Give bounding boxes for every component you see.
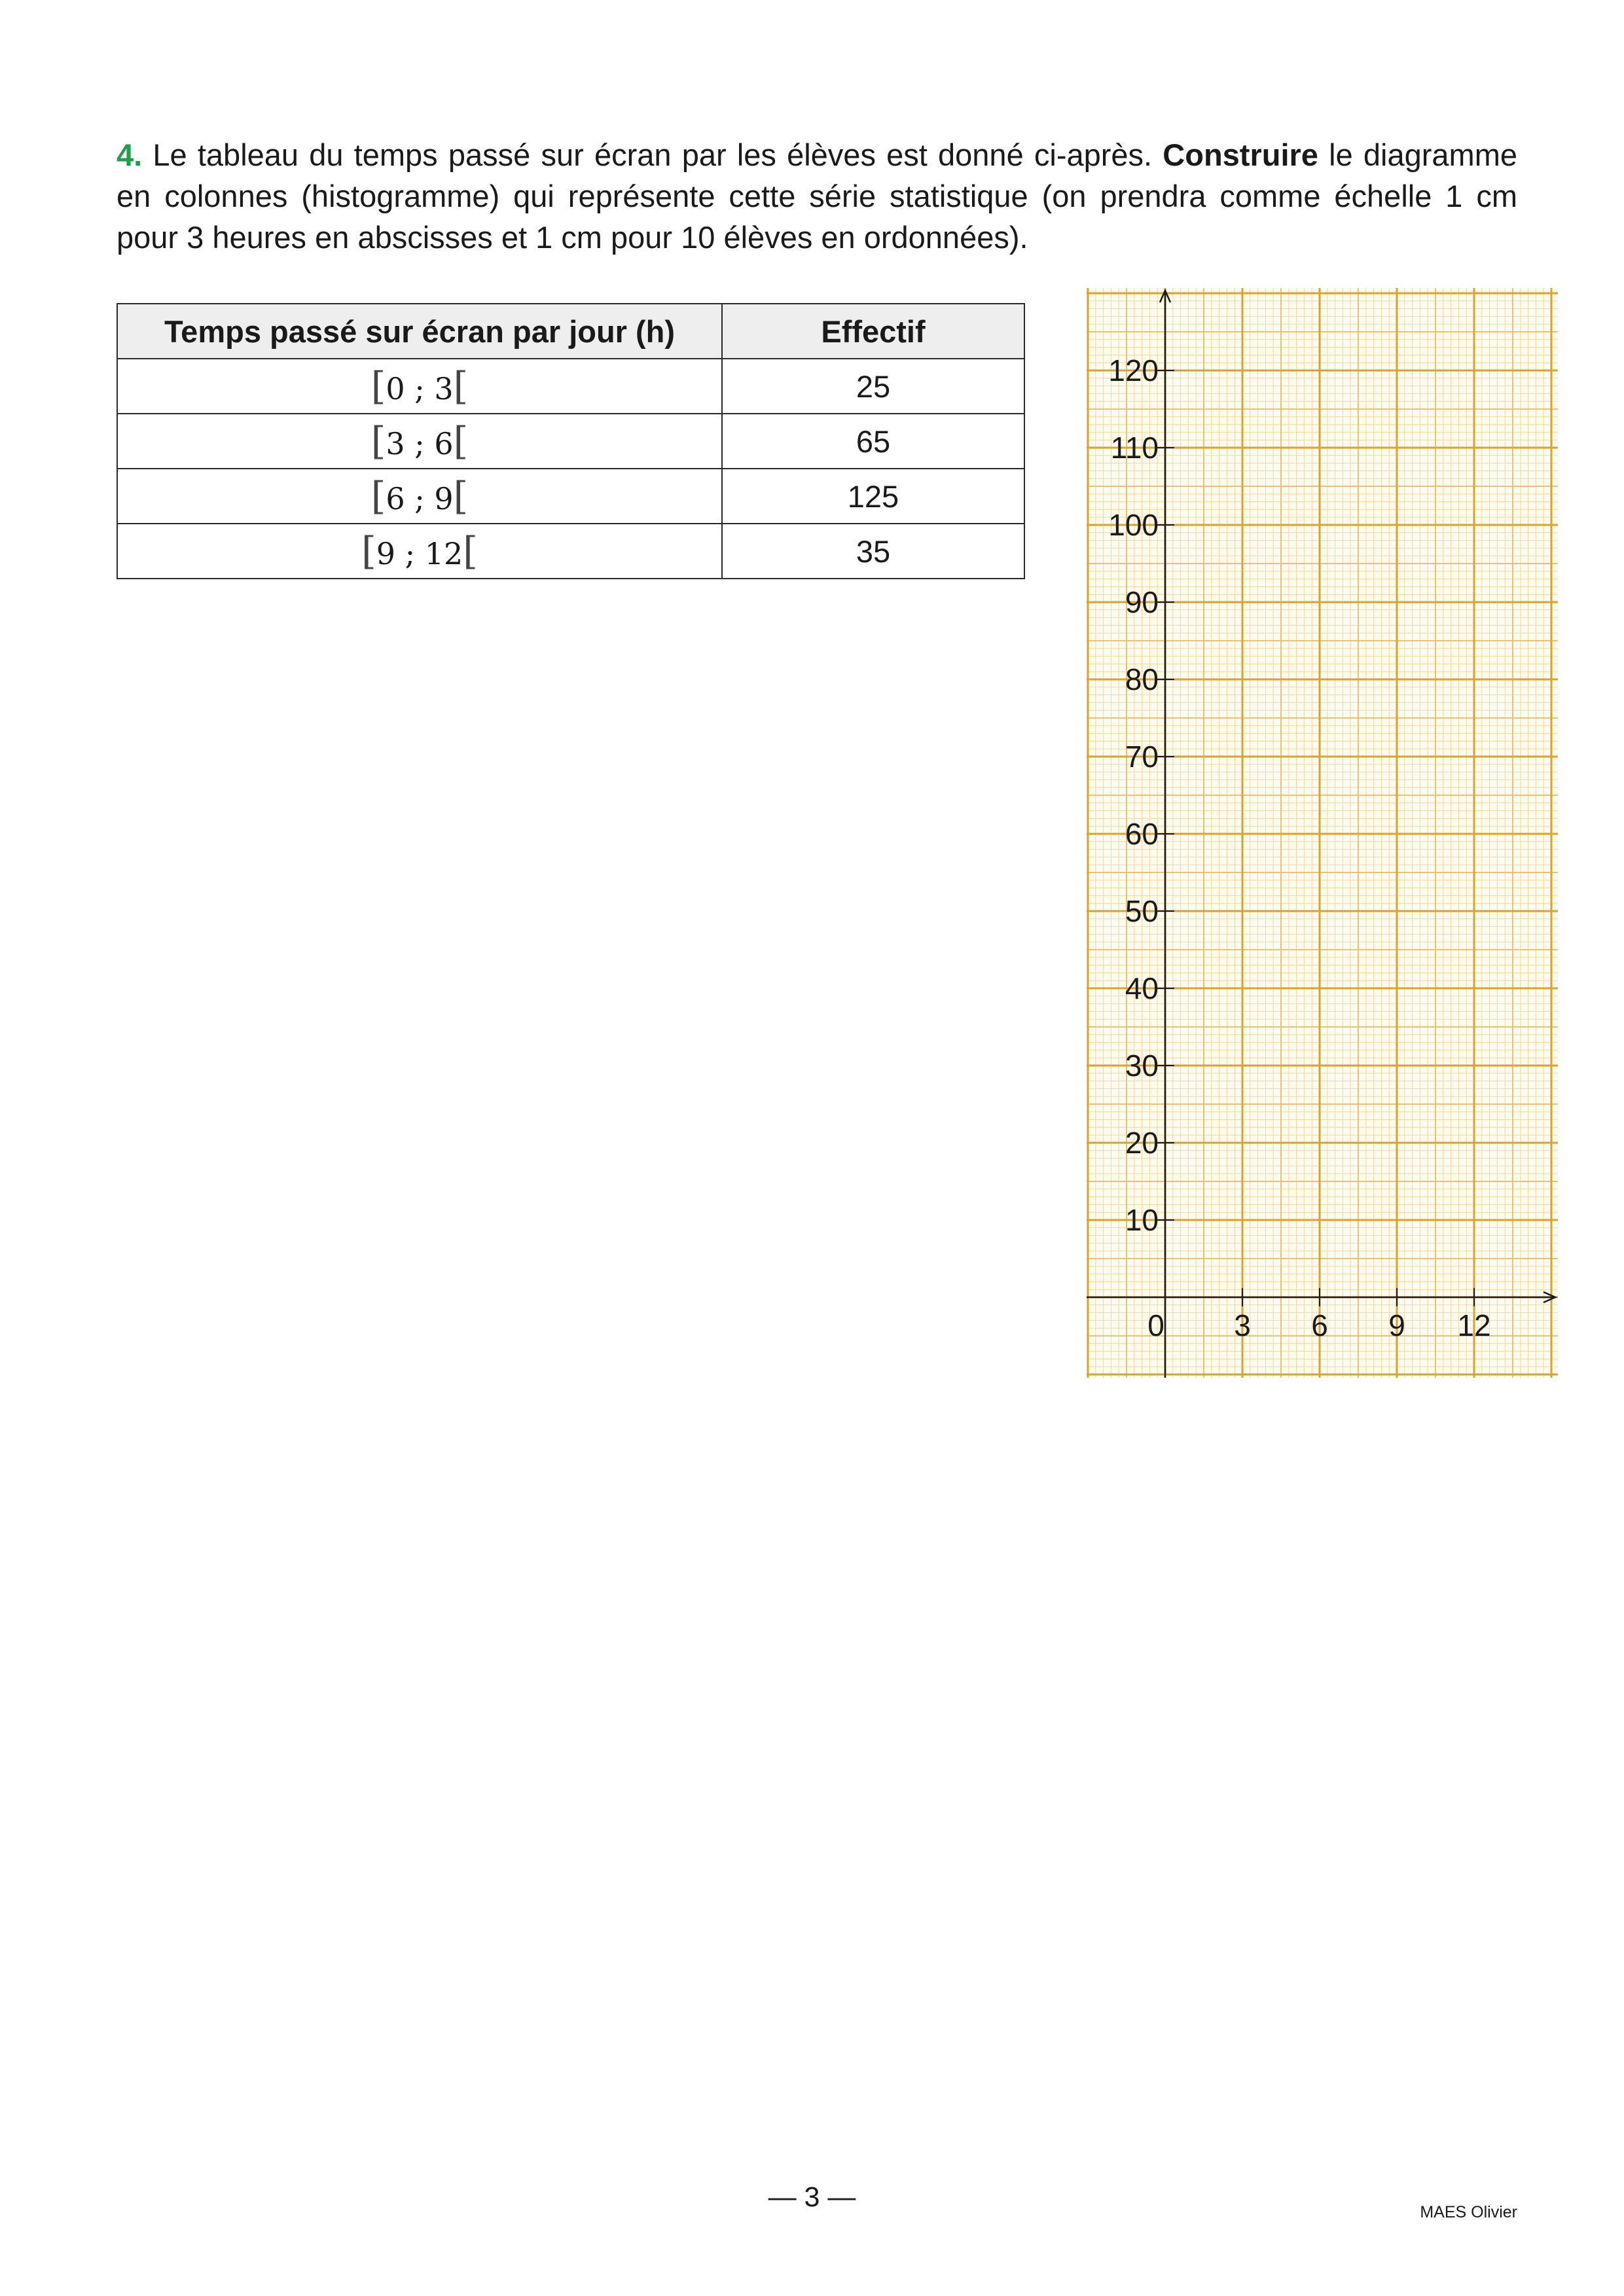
y-tick-label: 80 [1125, 662, 1159, 696]
y-tick-label: 50 [1125, 894, 1159, 928]
question-statement [117, 134, 1517, 258]
y-tick-label: 20 [1125, 1126, 1159, 1160]
x-tick-label: 3 [1234, 1308, 1251, 1342]
question-number: 4. [117, 137, 143, 172]
y-tick-label: 100 [1108, 508, 1159, 542]
interval-cell: [6 ; 9[ [117, 469, 722, 524]
question-text-start: Le tableau du temps passé sur écran par les élèves est donné ci-après. [142, 137, 1163, 172]
table-row [117, 524, 1024, 579]
question-instruction-keyword: Construire [1163, 137, 1318, 172]
page-number: — 3 — [768, 2181, 856, 2213]
y-tick-label: 40 [1125, 971, 1159, 1005]
count-cell: 25 [722, 359, 1024, 414]
author-name: MAES Olivier [1420, 2203, 1517, 2221]
count-cell: 125 [722, 469, 1024, 524]
table-header-row [117, 304, 1024, 359]
count-cell: 65 [722, 414, 1024, 469]
y-tick-label: 120 [1108, 353, 1159, 387]
y-tick-label: 30 [1125, 1049, 1159, 1083]
y-tick-label: 90 [1125, 585, 1159, 619]
table-row [117, 359, 1024, 414]
header-count: Effectif [722, 304, 1024, 359]
x-tick-label: 6 [1311, 1308, 1328, 1342]
x-tick-label: 9 [1388, 1308, 1405, 1342]
table-row [117, 469, 1024, 524]
y-tick-label: 10 [1125, 1203, 1159, 1237]
y-tick-label: 60 [1125, 817, 1159, 851]
interval-cell: [3 ; 6[ [117, 414, 722, 469]
header-time: Temps passé sur écran par jour (h) [117, 304, 722, 359]
count-cell: 35 [722, 524, 1024, 579]
y-tick-label: 110 [1110, 431, 1159, 465]
interval-cell: [0 ; 3[ [117, 359, 722, 414]
interval-cell: [9 ; 12[ [117, 524, 722, 579]
graph-paper-chart[interactable] [1087, 288, 1558, 1378]
question-text-end: le diagramme en colonnes (histogramme) qui représente cette série statistique (on prendra comme échelle 1 cm pour 3 heures en abscisses et 1 cm pour 10 élèves en ordonnées). [117, 137, 1517, 255]
y-tick-label: 70 [1125, 740, 1159, 774]
table-row [117, 414, 1024, 469]
frequency-table [117, 303, 1025, 579]
x-tick-label: 0 [1147, 1308, 1164, 1342]
x-tick-label: 12 [1457, 1308, 1491, 1342]
